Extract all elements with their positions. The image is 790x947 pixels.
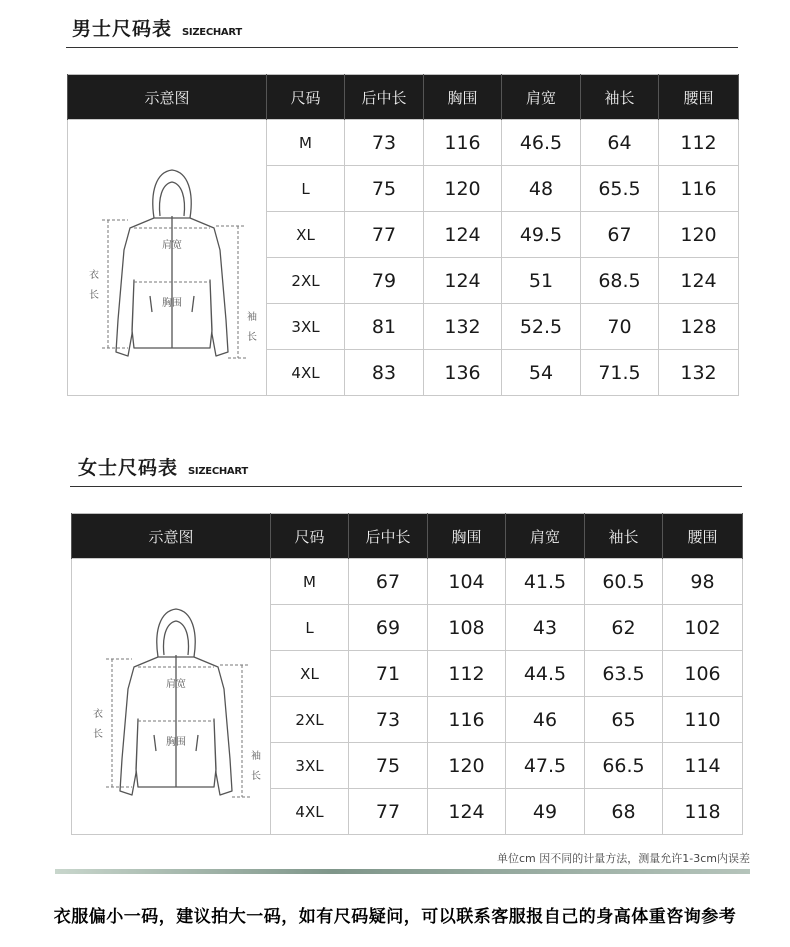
women-title: 女士尺码表 [78, 457, 179, 479]
measurement-cell: 114 [663, 743, 743, 789]
women-label-shoulder: 肩宽 [166, 679, 186, 690]
measurement-cell: 116 [424, 120, 502, 166]
measurement-cell: 108 [428, 605, 506, 651]
measurement-cell: 68 [585, 789, 663, 835]
women-title-en: SIZECHART [188, 466, 248, 477]
measurement-cell: 124 [424, 258, 502, 304]
size-label-cell: L [267, 166, 345, 212]
men-hood-shape [153, 170, 191, 218]
men-header-3: 胸围 [424, 75, 502, 120]
men-label-shoulder: 肩宽 [162, 240, 182, 251]
measurement-cell: 49.5 [502, 212, 581, 258]
measurement-cell: 75 [345, 166, 424, 212]
size-label-cell: XL [271, 651, 349, 697]
men-size-table [67, 74, 739, 396]
measurement-cell: 65.5 [581, 166, 659, 212]
women-header-3: 胸围 [428, 514, 506, 559]
size-label-cell: 3XL [267, 304, 345, 350]
measurement-cell: 120 [424, 166, 502, 212]
women-jacket-diagram-icon [72, 559, 271, 829]
measurement-cell: 77 [349, 789, 428, 835]
measurement-cell: 120 [428, 743, 506, 789]
measurement-cell: 67 [581, 212, 659, 258]
women-header-6: 腰围 [663, 514, 743, 559]
table-row [72, 559, 743, 605]
size-label-cell: M [271, 559, 349, 605]
measurement-cell: 67 [349, 559, 428, 605]
men-title: 男士尺码表 [72, 18, 173, 40]
measurement-cell: 73 [345, 120, 424, 166]
women-label-sleeve-1: 长 [251, 771, 261, 782]
women-header-0: 示意图 [72, 514, 271, 559]
size-label-cell: M [267, 120, 345, 166]
measurement-cell: 83 [345, 350, 424, 396]
women-header-row [72, 514, 743, 559]
size-label-cell: L [271, 605, 349, 651]
measurement-cell: 71 [349, 651, 428, 697]
measurement-cell: 112 [659, 120, 739, 166]
measurement-cell: 110 [663, 697, 743, 743]
women-label-length-1: 长 [93, 729, 103, 740]
measurement-cell: 66.5 [585, 743, 663, 789]
men-label-length-0: 衣 [89, 270, 99, 281]
men-header-0: 示意图 [68, 75, 267, 120]
men-header-1: 尺码 [267, 75, 345, 120]
measurement-cell: 46 [506, 697, 585, 743]
measurement-cell: 54 [502, 350, 581, 396]
size-label-cell: XL [267, 212, 345, 258]
measurement-cell: 124 [659, 258, 739, 304]
size-label-cell: 3XL [271, 743, 349, 789]
measurement-cell: 51 [502, 258, 581, 304]
measurement-cell: 112 [428, 651, 506, 697]
men-title-en: SIZECHART [182, 27, 242, 38]
size-label-cell: 2XL [267, 258, 345, 304]
measurement-cell: 124 [424, 212, 502, 258]
women-header-4: 肩宽 [506, 514, 585, 559]
women-hood-shape [157, 609, 195, 657]
size-label-cell: 4XL [267, 350, 345, 396]
men-header-6: 腰围 [659, 75, 739, 120]
women-header-5: 袖长 [585, 514, 663, 559]
men-header-5: 袖长 [581, 75, 659, 120]
measurement-cell: 136 [424, 350, 502, 396]
measurement-cell: 116 [428, 697, 506, 743]
measurement-cell: 102 [663, 605, 743, 651]
men-label-length-1: 长 [89, 290, 99, 301]
measurement-cell: 52.5 [502, 304, 581, 350]
size-advice-footer: 衣服偏小一码，建议拍大一码，如有尺码疑问，可以联系客服报自己的身高体重咨询参考 [53, 907, 737, 927]
women-label-length-0: 衣 [93, 709, 103, 720]
measurement-cell: 104 [428, 559, 506, 605]
women-diagram-cell [72, 559, 271, 835]
measurement-cell: 73 [349, 697, 428, 743]
men-title-rule [66, 47, 738, 48]
measurement-cell: 62 [585, 605, 663, 651]
women-header-1: 尺码 [271, 514, 349, 559]
measurement-cell: 81 [345, 304, 424, 350]
men-diagram-cell [68, 120, 267, 396]
measurement-cell: 77 [345, 212, 424, 258]
measurement-cell: 69 [349, 605, 428, 651]
measurement-cell: 120 [659, 212, 739, 258]
measurement-cell: 116 [659, 166, 739, 212]
measurement-cell: 118 [663, 789, 743, 835]
measurement-cell: 124 [428, 789, 506, 835]
table-row [68, 120, 739, 166]
measurement-cell: 71.5 [581, 350, 659, 396]
men-section-title [72, 14, 242, 41]
men-label-sleeve-1: 长 [247, 332, 257, 343]
men-label-chest: 胸围 [162, 298, 182, 309]
measurement-cell: 79 [345, 258, 424, 304]
measurement-cell: 49 [506, 789, 585, 835]
measurement-cell: 64 [581, 120, 659, 166]
women-size-table [71, 513, 743, 835]
size-label-cell: 4XL [271, 789, 349, 835]
measurement-cell: 63.5 [585, 651, 663, 697]
women-label-sleeve-0: 袖 [251, 751, 261, 762]
measurement-cell: 128 [659, 304, 739, 350]
men-jacket-diagram-icon [68, 120, 267, 390]
measurement-cell: 60.5 [585, 559, 663, 605]
divider-gradient [55, 869, 750, 874]
size-label-cell: 2XL [271, 697, 349, 743]
measurement-cell: 48 [502, 166, 581, 212]
men-header-row [68, 75, 739, 120]
measurement-cell: 41.5 [506, 559, 585, 605]
measurement-cell: 44.5 [506, 651, 585, 697]
measurement-cell: 65 [585, 697, 663, 743]
measurement-cell: 106 [663, 651, 743, 697]
women-label-chest: 胸围 [166, 737, 186, 748]
women-title-rule [70, 486, 742, 487]
men-header-2: 后中长 [345, 75, 424, 120]
measurement-cell: 75 [349, 743, 428, 789]
measurement-note: 单位cm 因不同的计量方法，测量允许1-3cm内误差 [497, 852, 750, 865]
measurement-cell: 70 [581, 304, 659, 350]
measurement-cell: 68.5 [581, 258, 659, 304]
measurement-cell: 132 [659, 350, 739, 396]
women-section-title [78, 453, 248, 480]
measurement-cell: 132 [424, 304, 502, 350]
measurement-cell: 47.5 [506, 743, 585, 789]
measurement-cell: 43 [506, 605, 585, 651]
men-label-sleeve-0: 袖 [247, 312, 257, 323]
measurement-cell: 98 [663, 559, 743, 605]
women-header-2: 后中长 [349, 514, 428, 559]
measurement-cell: 46.5 [502, 120, 581, 166]
men-header-4: 肩宽 [502, 75, 581, 120]
